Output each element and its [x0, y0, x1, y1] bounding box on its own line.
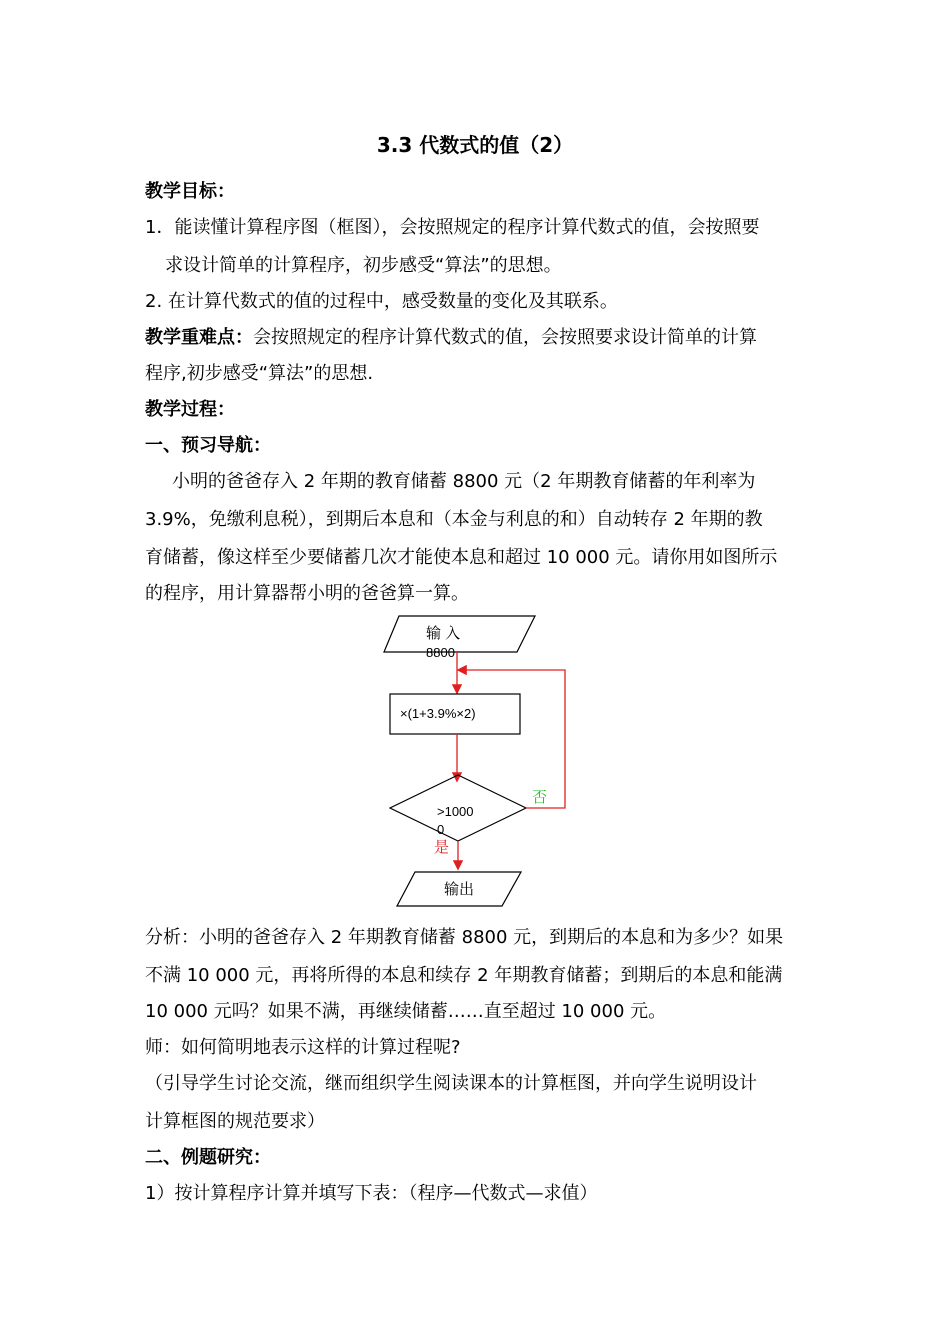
preview-paragraph-line: 育储蓄，像这样至少要储蓄几次才能使本息和超过 10 000 元。请你用如图所示 [145, 547, 778, 568]
savings-flowchart [380, 612, 580, 912]
preview-paragraph-line: 小明的爸爸存入 2 年期的教育储蓄 8800 元（2 年期教育储蓄的年利率为 [172, 471, 756, 492]
input-label: 输 入 [426, 625, 461, 642]
key-points-heading: 教学重难点： [145, 327, 253, 348]
section1-heading: 一、预习导航： [145, 435, 271, 456]
condition-label-line-2: 0 [437, 822, 445, 837]
objectives-heading: 教学目标： [145, 181, 235, 202]
output-label: 输出 [444, 881, 475, 898]
objective-1-line-2: 求设计简单的计算程序，初步感受“算法”的思想。 [165, 255, 562, 276]
key-points-line-2: 程序,初步感受“算法”的思想. [145, 363, 374, 384]
section2-heading: 二、例题研究： [145, 1147, 271, 1168]
page-title: 3.3 代数式的值（2） [376, 133, 574, 157]
yes-label: 是 [434, 839, 450, 856]
process-heading: 教学过程： [145, 399, 235, 420]
key-points-line-1: 会按照规定的程序计算代数式的值，会按照要求设计简单的计算 [253, 327, 757, 348]
no-label: 否 [532, 789, 548, 806]
teacher-question: 师：如何简明地表示这样的计算过程呢? [145, 1037, 461, 1058]
condition-label-line-1: >1000 [437, 804, 474, 819]
input-value: 8800 [426, 645, 455, 660]
arrow-loop-back [459, 670, 565, 808]
analysis-line: 10 000 元吗？如果不满，再继续储蓄……直至超过 10 000 元。 [145, 1001, 667, 1022]
analysis-line: 不满 10 000 元，再将所得的本息和续存 2 年期教育储蓄；到期后的本息和能满 [145, 965, 783, 986]
analysis-line: 分析：小明的爸爸存入 2 年期教育储蓄 8800 元，到期后的本息和为多少？如果 [145, 927, 784, 948]
key-points [145, 326, 757, 350]
preview-paragraph-line: 3.9%，免缴利息税），到期后本息和（本金与利息的和）自动转存 2 年期的教 [145, 509, 763, 530]
objective-2: 2. 在计算代数式的值的过程中，感受数量的变化及其联系。 [145, 291, 618, 312]
preview-paragraph-line: 的程序，用计算器帮小明的爸爸算一算。 [145, 583, 469, 604]
teacher-note-line-1: （引导学生讨论交流，继而组织学生阅读课本的计算框图，并向学生说明设计 [145, 1073, 757, 1094]
objective-1-line-1: 1．能读懂计算程序图（框图），会按照规定的程序计算代数式的值，会按照要 [145, 217, 760, 238]
example-item-1: 1）按计算程序计算并填写下表：（程序—代数式—求值） [145, 1183, 598, 1204]
process-label: ×(1+3.9%×2) [400, 706, 476, 721]
teacher-note-line-2: 计算框图的规范要求） [145, 1111, 325, 1132]
